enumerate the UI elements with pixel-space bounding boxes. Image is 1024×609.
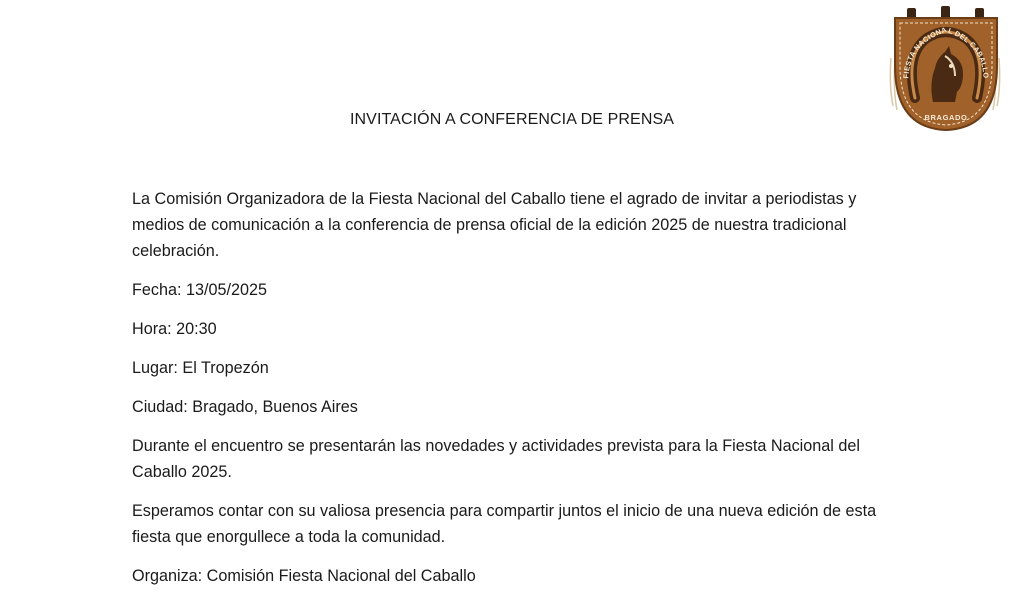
- lugar-line: Lugar: El Tropezón: [132, 359, 269, 377]
- ciudad-line: Ciudad: Bragado, Buenos Aires: [132, 398, 358, 416]
- novedades-paragraph: Durante el encuentro se presentarán las novedades y actividades prevista para la Fiesta Nacional del Caballo 2025.: [132, 437, 860, 481]
- logo-arc-text: FIESTA NACIONAL DEL CABALLO: [901, 24, 991, 79]
- hora-line: Hora: 20:30: [132, 320, 217, 338]
- page-title: INVITACIÓN A CONFERENCIA DE PRENSA: [349, 111, 675, 128]
- fecha-line: Fecha: 13/05/2025: [132, 281, 268, 299]
- cierre-paragraph: Esperamos contar con su valiosa presencia para compartir juntos el inicio de una nueva edición de esta fiesta que enorgullece a toda la comunidad.: [132, 502, 877, 546]
- logo-bottom-text: BRAGADO: [924, 113, 968, 122]
- intro-paragraph: La Comisión Organizadora de la Fiesta Nacional del Caballo tiene el agrado de invitar a periodistas y medios de comunicación a la conferencia de prensa oficial de la edición 2025 de nuestra tradicional celebración.: [132, 190, 857, 260]
- document-body: [132, 186, 902, 602]
- organiza-line: Organiza: Comisión Fiesta Nacional del Caballo: [132, 567, 476, 585]
